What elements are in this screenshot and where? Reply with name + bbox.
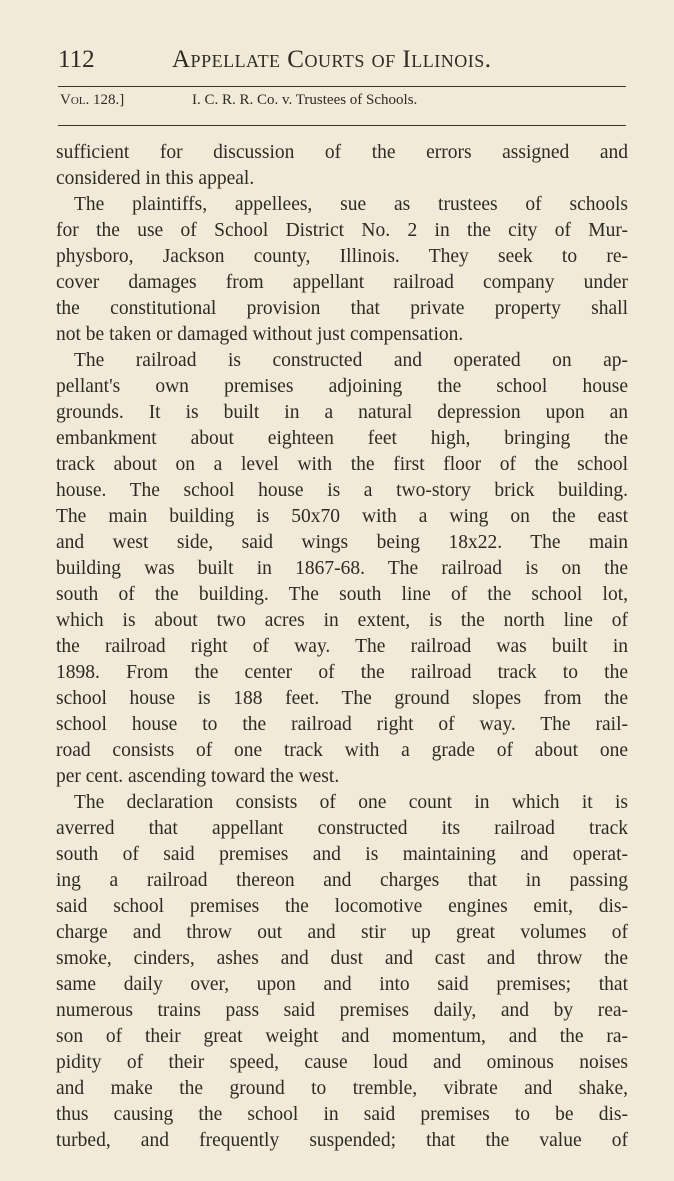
text-line: considered in this appeal.: [56, 168, 255, 189]
case-title: I. C. R. R. Co. v. Trustees of Schools.: [192, 92, 418, 108]
text-line: south of the building. The south line of the school lot,: [56, 584, 628, 605]
text-line: pellant's own premises adjoining the school house: [56, 376, 628, 397]
text-line: said school premises the locomotive engines emit, dis-: [56, 896, 628, 917]
text-line: embankment about eighteen feet high, bringing the: [56, 428, 628, 449]
running-title: Appellate Courts of Illinois.: [172, 46, 492, 73]
header-rule-bottom: [58, 125, 626, 126]
text-line: not be taken or damaged without just compensation.: [56, 324, 464, 345]
text-line: The railroad is constructed and operated on ap-: [74, 350, 628, 371]
text-line: grounds. It is built in a natural depression upon an: [56, 402, 628, 423]
text-line: track about on a level with the first floor of the school: [56, 454, 628, 475]
header-rule-top: [58, 86, 626, 87]
text-line: which is about two acres in extent, is the north line of: [56, 610, 628, 631]
text-line: numerous trains pass said premises daily, and by rea-: [56, 1000, 628, 1021]
text-line: south of said premises and is maintaining and operat-: [56, 844, 628, 865]
text-line: sufficient for discussion of the errors assigned and: [56, 142, 628, 163]
text-line: The plaintiffs, appellees, sue as trustees of schools: [74, 194, 628, 215]
text-line: thus causing the school in said premises to be dis-: [56, 1104, 628, 1125]
text-line: cover damages from appellant railroad company under: [56, 272, 628, 293]
text-line: physboro, Jackson county, Illinois. They seek to re-: [56, 246, 628, 267]
text-line: for the use of School District No. 2 in the city of Mur-: [56, 220, 628, 241]
text-line: pidity of their speed, cause loud and ominous noises: [56, 1052, 628, 1073]
body-text: [56, 140, 628, 1154]
text-line: ing a railroad thereon and charges that in passing: [56, 870, 628, 891]
text-line: 1898. From the center of the railroad track to the: [56, 662, 628, 683]
text-line: averred that appellant constructed its railroad track: [56, 818, 628, 839]
text-line: The main building is 50x70 with a wing on the east: [56, 506, 628, 527]
text-line: building was built in 1867-68. The railroad is on the: [56, 558, 628, 579]
text-line: smoke, cinders, ashes and dust and cast and throw the: [56, 948, 628, 969]
text-line: per cent. ascending toward the west.: [56, 766, 340, 787]
text-line: the railroad right of way. The railroad was built in: [56, 636, 628, 657]
text-line: road consists of one track with a grade of about one: [56, 740, 628, 761]
volume-label: Vol. 128.]: [60, 92, 125, 108]
page-number: 112: [58, 46, 95, 73]
text-line: and west side, said wings being 18x22. The main: [56, 532, 628, 553]
text-line: son of their great weight and momentum, and the ra-: [56, 1026, 628, 1047]
text-line: same daily over, upon and into said premises; that: [56, 974, 628, 995]
text-line: house. The school house is a two-story brick building.: [56, 480, 628, 501]
text-line: charge and throw out and stir up great volumes of: [56, 922, 628, 943]
text-line: school house to the railroad right of way. The rail-: [56, 714, 628, 735]
text-line: and make the ground to tremble, vibrate and shake,: [56, 1078, 628, 1099]
text-line: The declaration consists of one count in which it is: [74, 792, 628, 813]
text-line: turbed, and frequently suspended; that the value of: [56, 1130, 628, 1151]
text-line: school house is 188 feet. The ground slopes from the: [56, 688, 628, 709]
text-line: the constitutional provision that private property shall: [56, 298, 628, 319]
